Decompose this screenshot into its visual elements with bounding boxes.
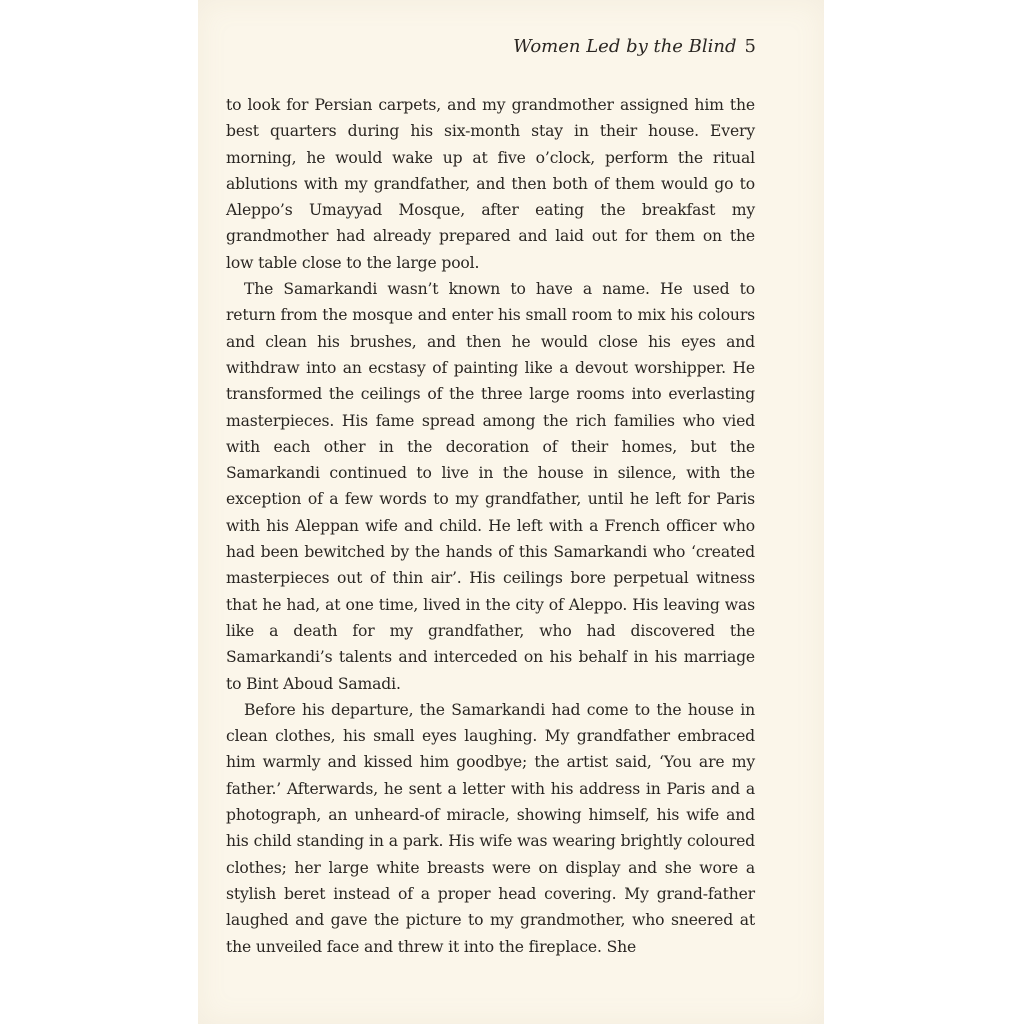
paragraph-2: The Samarkandi wasn’t known to have a name. He used to return from the mosque and enter his small room to mix his colours and clean his brushes, and then he would close his eyes and withdraw into an ecstasy of painting like a devout worshipper. He transformed the ceilings of the three large rooms into everlasting masterpieces. His fame spread among the rich families who vied with each other in the decoration of their homes, but the Samarkandi continued to live in the house in silence, with the exception of a few words to my grandfather, until he left for Paris with his Aleppan wife and child. He left with a French officer who had been bewitched by the hands of this Samarkandi who ‘created masterpieces out of thin air’. His ceilings bore perpetual witness that he had, at one time, lived in the city of Aleppo. His leaving was like a death for my grandfather, who had discovered the Samarkandi’s talents and interceded on his behalf in his marriage to Bint Aboud Samadi. [226, 280, 755, 693]
body-text [226, 92, 755, 960]
running-head-title: Women Led by the Blind [513, 36, 737, 57]
page-number: 5 [744, 36, 756, 57]
paragraph-1: to look for Persian carpets, and my grandmother assigned him the best quarters during his six-month stay in their house. Every morning, he would wake up at five o’clock, perform the ritual ablutions with my grandfather, and then both of them would go to Aleppo’s Umayyad Mosque, after eating the breakfast my grandmother had already prepared and laid out for them on the low table close to the large pool. [226, 96, 755, 272]
book-page [198, 0, 824, 1024]
running-head [513, 36, 756, 57]
paragraph-3: Before his departure, the Samarkandi had come to the house in clean clothes, his small eyes laughing. My grandfather embraced him warmly and kissed him goodbye; the artist said, ‘You are my father.’ Afterwards, he sent a letter with his address in Paris and a photograph, an unheard-of miracle, showing himself, his wife and his child standing in a park. His wife was wearing brightly coloured clothes; her large white breasts were on display and she wore a stylish beret instead of a proper head covering. My grand-father laughed and gave the picture to my grandmother, who sneered at the unveiled face and threw it into the fireplace. She [226, 700, 755, 956]
